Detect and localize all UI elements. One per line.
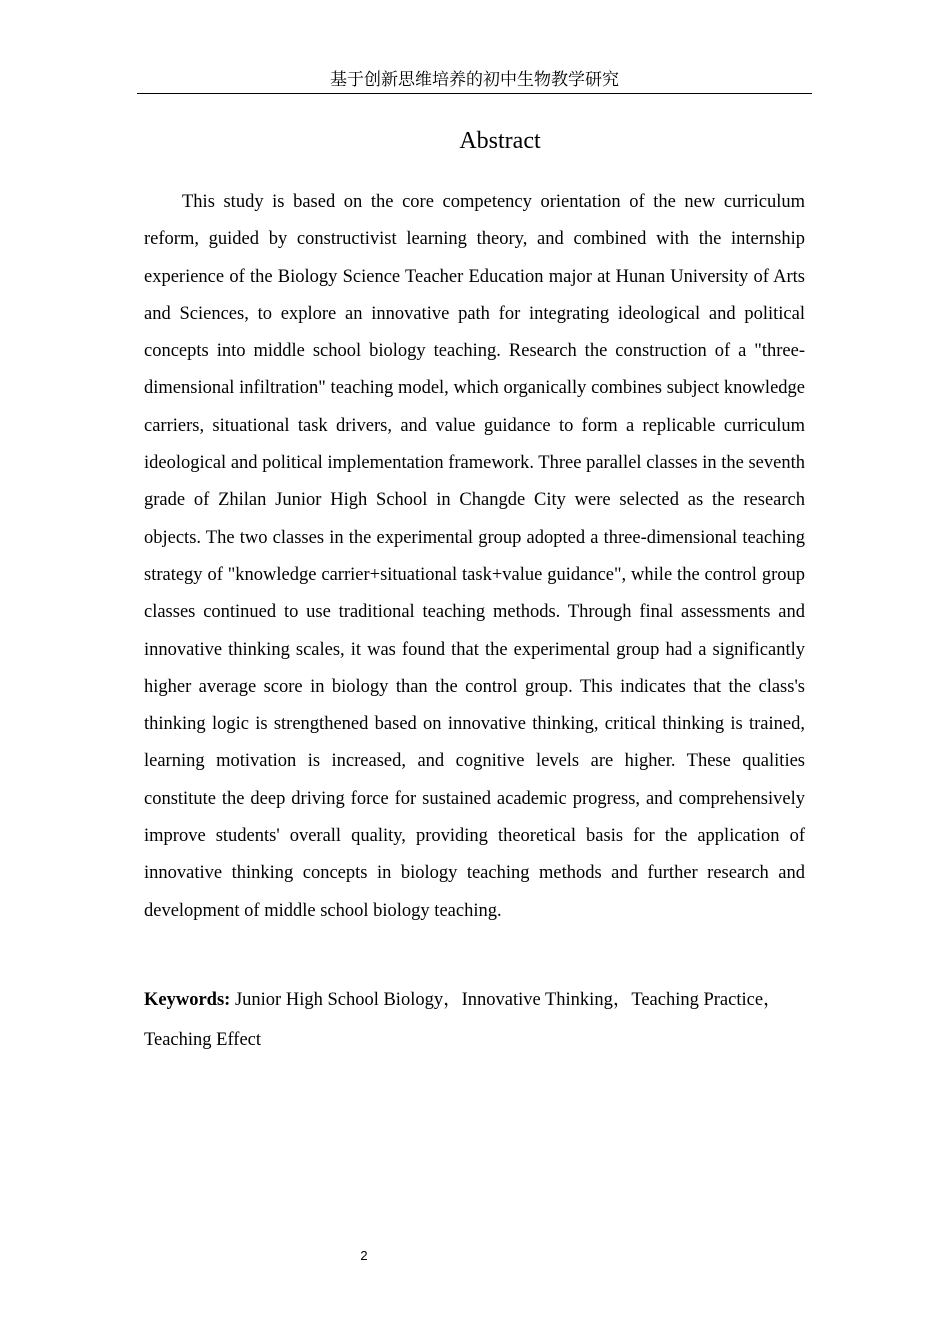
keywords-label: Keywords:: [144, 990, 231, 1010]
keywords-text: Junior High School Biology，Innovative Thinking，Teaching Practice，Teaching Effect: [144, 990, 782, 1050]
abstract-body: This study is based on the core competency orientation of the new curriculum reform, guided by constructivist learning theory, and combined with the internship experience of the Biology Science Teacher Education major at Hunan University of Arts and Sciences, to explore an innovative path for integrating ideological and political concepts into middle school biology teaching. Research the construction of a "three-dimensional infiltration" teaching model, which organically combines subject knowledge carriers, situational task drivers, and value guidance to form a replicable curriculum ideological and political implementation framework. Three parallel classes in the seventh grade of Zhilan Junior High School in Changde City were selected as the research objects. The two classes in the experimental group adopted a three-dimensional teaching strategy of "knowledge carrier+situational task+value guidance", while the control group classes continued to use traditional teaching methods. Through final assessments and innovative thinking scales, it was found that the experimental group had a significantly higher average score in biology than the control group. This indicates that the class's thinking logic is strengthened based on innovative thinking, critical thinking is trained, learning motivation is increased, and cognitive levels are higher. These qualities constitute the deep driving force for sustained academic progress, and comprehensively improve students' overall quality, providing theoretical basis for the application of innovative thinking concepts in biology teaching methods and further research and development of middle school biology teaching.: [144, 192, 805, 921]
running-header: 基于创新思维培养的初中生物教学研究: [137, 68, 812, 94]
page-number: 2: [360, 1248, 368, 1263]
abstract-title: Abstract: [459, 128, 541, 154]
keywords-line: [144, 980, 805, 1060]
